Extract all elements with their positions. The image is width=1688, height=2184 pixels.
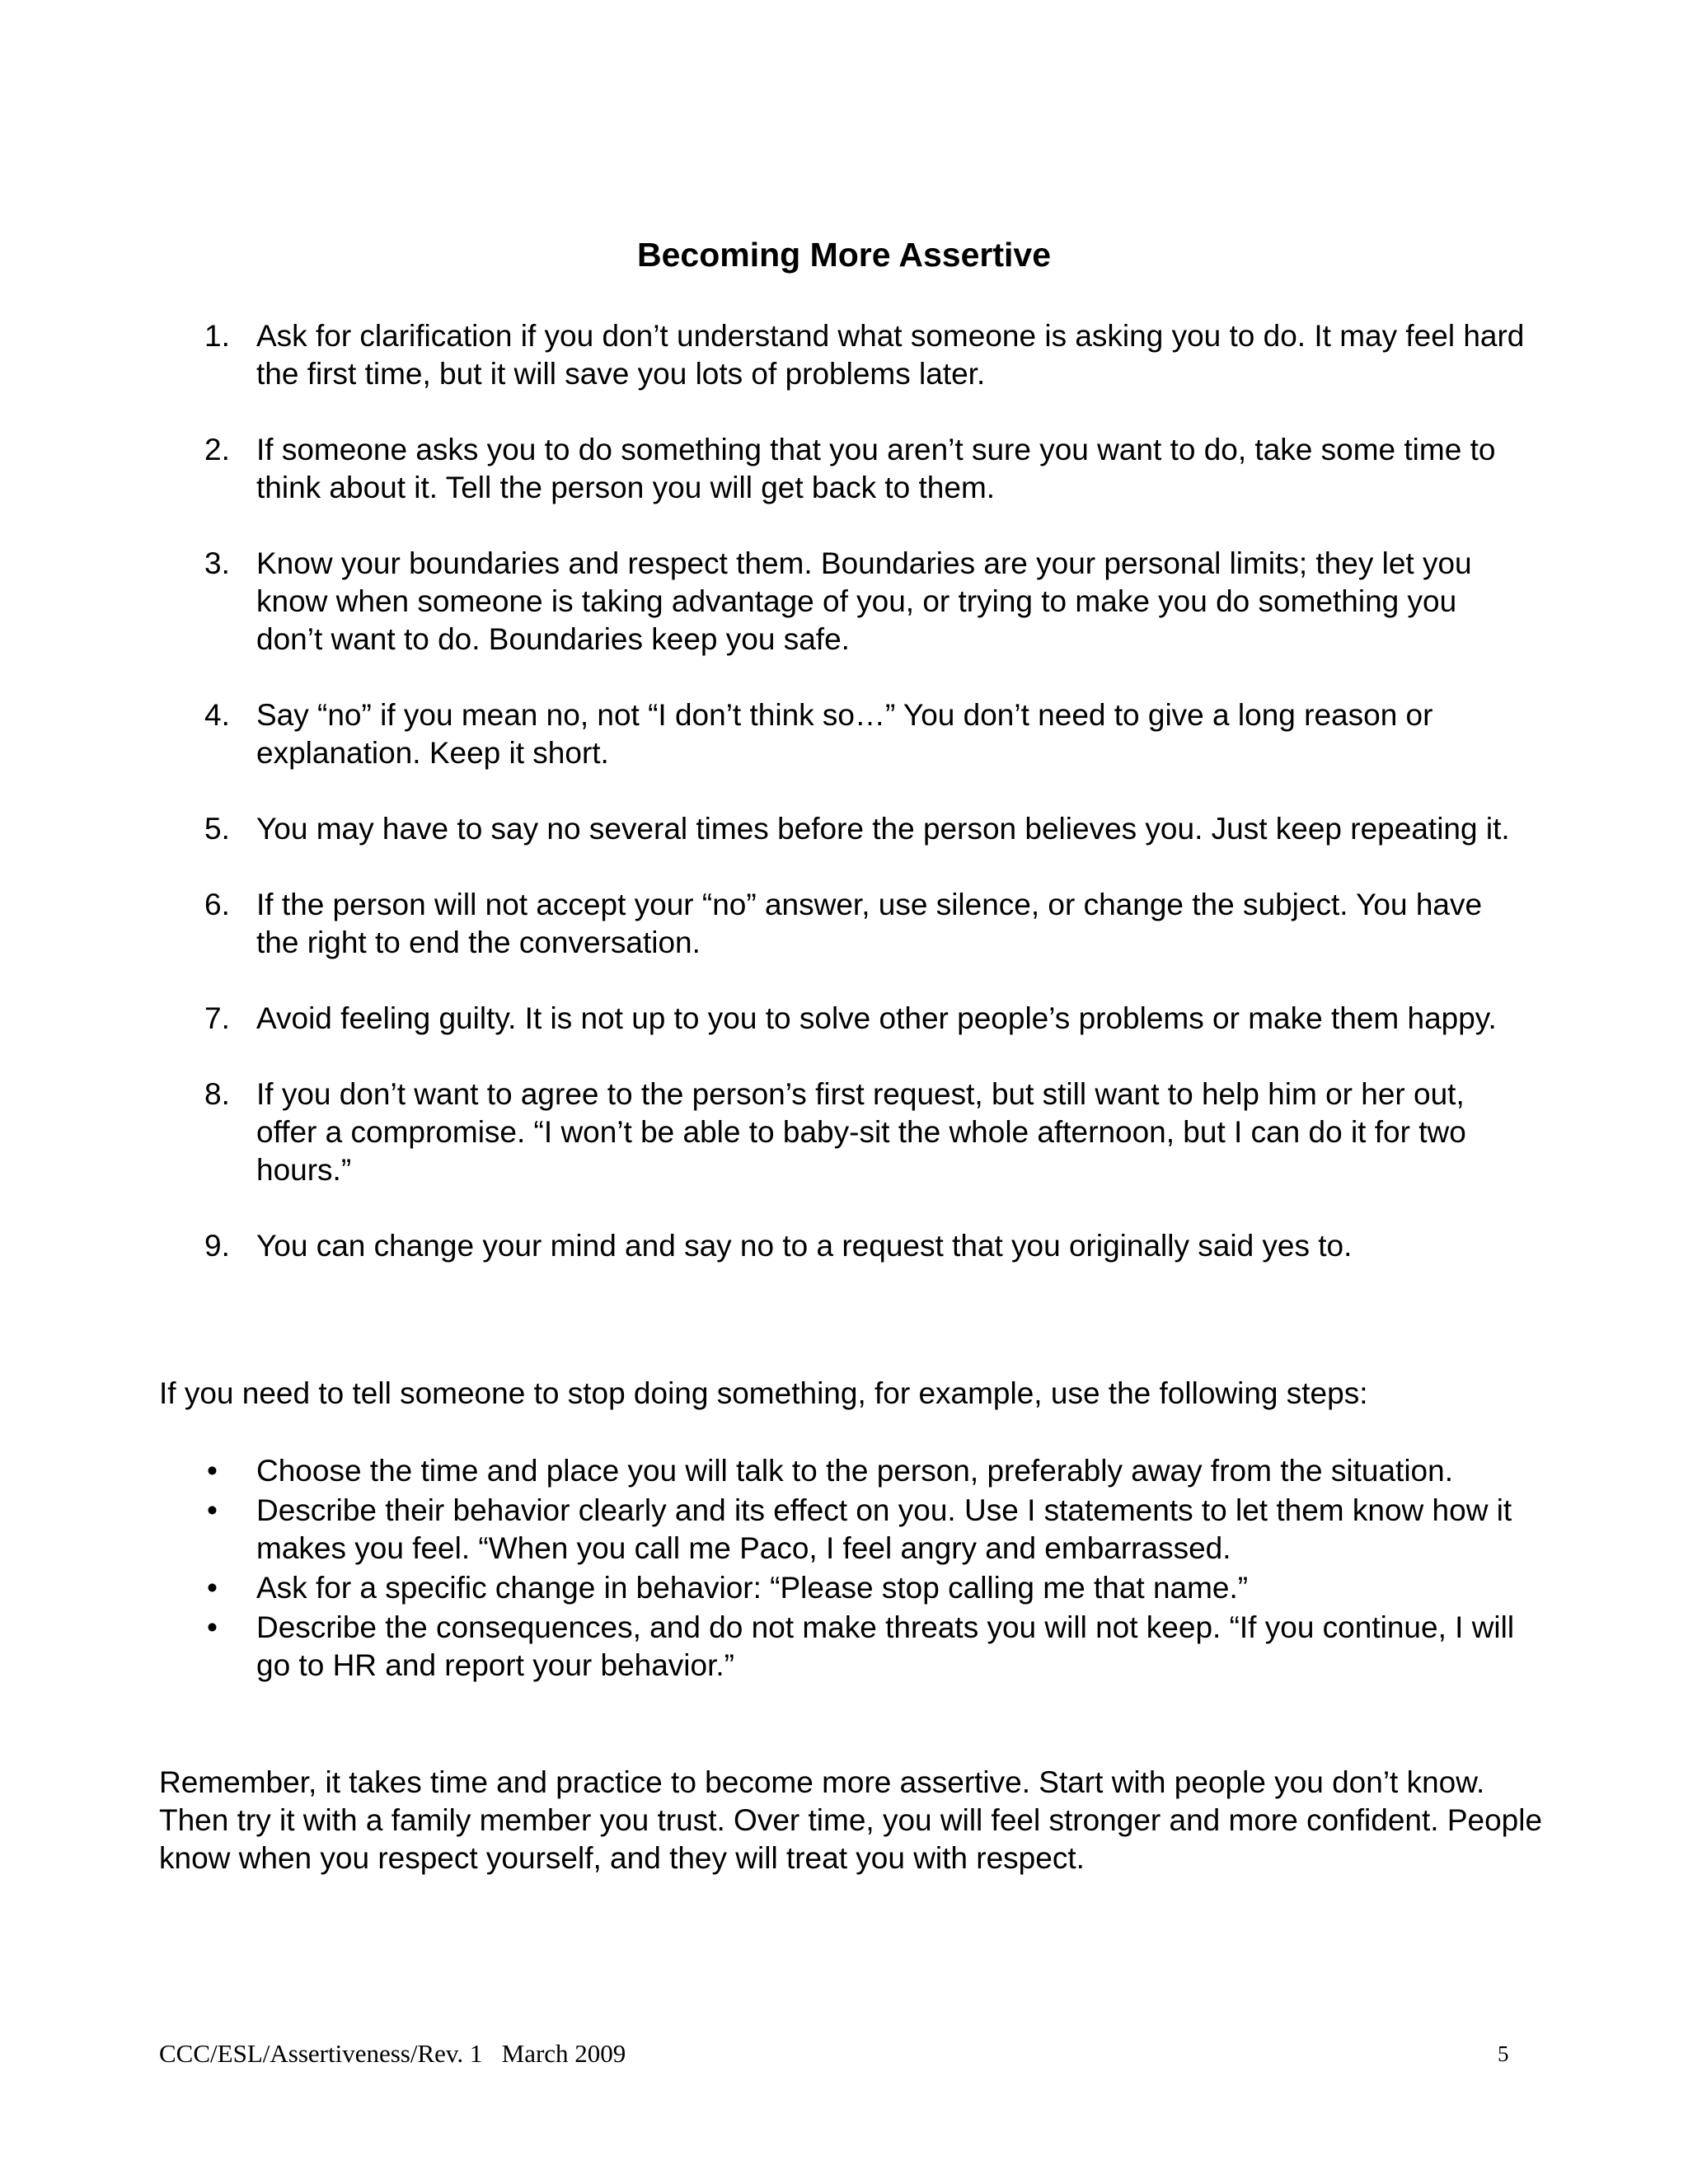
list-item (0, 1227, 1526, 1265)
list-item-text: If the person will not accept your “no” answer, use silence, or change the subject. You have the right to end the conversation. (256, 888, 1483, 959)
closing-paragraph: Remember, it takes time and practice to become more assertive. Start with people you don’t know. Then try it with a family member you trust. Over time, you will feel stronger and more confident. People know when you respect yourself, and they will treat you with respect. (159, 1765, 1543, 1875)
list-item-number: 3. (204, 546, 230, 580)
bullet-item (0, 1492, 1526, 1568)
bullet-item-text: Choose the time and place you will talk to the person, preferably away from the situation. (256, 1454, 1453, 1488)
page-number: 5 (1498, 2041, 1509, 2066)
list-item-text: Say “no” if you mean no, not “I don’t think so…” You don’t need to give a long reason or explanation. Keep it short. (256, 698, 1433, 770)
list-item (0, 1076, 1526, 1189)
list-item-text: If you don’t want to agree to the person’s first request, but still want to help him or her out, offer a compromise. “I won’t be able to baby-sit the whole afternoon, but I can do it for two hours.” (256, 1077, 1466, 1187)
bullet-list (0, 1452, 1688, 1686)
footer-revision-text: CCC/ESL/Assertiveness/Rev. 1 March 2009 (159, 2039, 626, 2068)
bullet-icon: • (207, 1610, 218, 1644)
list-item-number: 2. (204, 433, 230, 466)
bullet-icon: • (207, 1454, 218, 1488)
list-item-number: 4. (204, 698, 230, 732)
list-item-number: 1. (204, 319, 230, 353)
bullet-item (0, 1569, 1526, 1607)
list-item (0, 317, 1526, 393)
list-item-text: Know your boundaries and respect them. Boundaries are your personal limits; they let you know when someone is taking advantage of you, or trying to make you do something you don’t want to do. Boundaries keep you safe. (256, 546, 1472, 656)
bullet-icon: • (207, 1493, 218, 1527)
list-item (0, 886, 1526, 962)
bullet-item-text: Describe their behavior clearly and its effect on you. Use I statements to let them know how it makes you feel. “When you call me Paco, I feel angry and embarrassed. (256, 1493, 1512, 1565)
list-item-number: 6. (204, 888, 230, 921)
list-item (0, 431, 1526, 507)
list-item-text: If someone asks you to do something that you aren’t sure you want to do, take some time to think about it. Tell the person you will get back to them. (256, 433, 1496, 504)
numbered-list (0, 317, 1688, 1303)
list-item-text: Avoid feeling guilty. It is not up to you to solve other people’s problems or make them happy. (256, 1001, 1497, 1035)
bullet-item (0, 1609, 1526, 1685)
intro-paragraph: If you need to tell someone to stop doing something, for example, use the following steps: (159, 1376, 1368, 1410)
list-item-text: Ask for clarification if you don’t understand what someone is asking you to do. It may feel hard the first time, but it will save you lots of problems later. (256, 319, 1525, 391)
bullet-icon: • (207, 1571, 218, 1605)
page-title: Becoming More Assertive (636, 236, 1052, 274)
list-item-number: 5. (204, 812, 230, 846)
bullet-item-text: Ask for a specific change in behavior: “Please stop calling me that name.” (256, 1571, 1249, 1605)
list-item-number: 9. (204, 1229, 230, 1263)
bullet-item-text: Describe the consequences, and do not make threats you will not keep. “If you continue, I will go to HR and report your behavior.” (256, 1610, 1515, 1682)
list-item (0, 545, 1526, 658)
list-item (0, 810, 1526, 848)
list-item-text: You can change your mind and say no to a request that you originally said yes to. (256, 1229, 1353, 1263)
list-item-number: 7. (204, 1001, 230, 1035)
list-item (0, 1000, 1526, 1038)
list-item-text: You may have to say no several times before the person believes you. Just keep repeating it. (256, 812, 1510, 846)
list-item (0, 696, 1526, 772)
bullet-item (0, 1452, 1526, 1490)
list-item-number: 8. (204, 1077, 230, 1111)
